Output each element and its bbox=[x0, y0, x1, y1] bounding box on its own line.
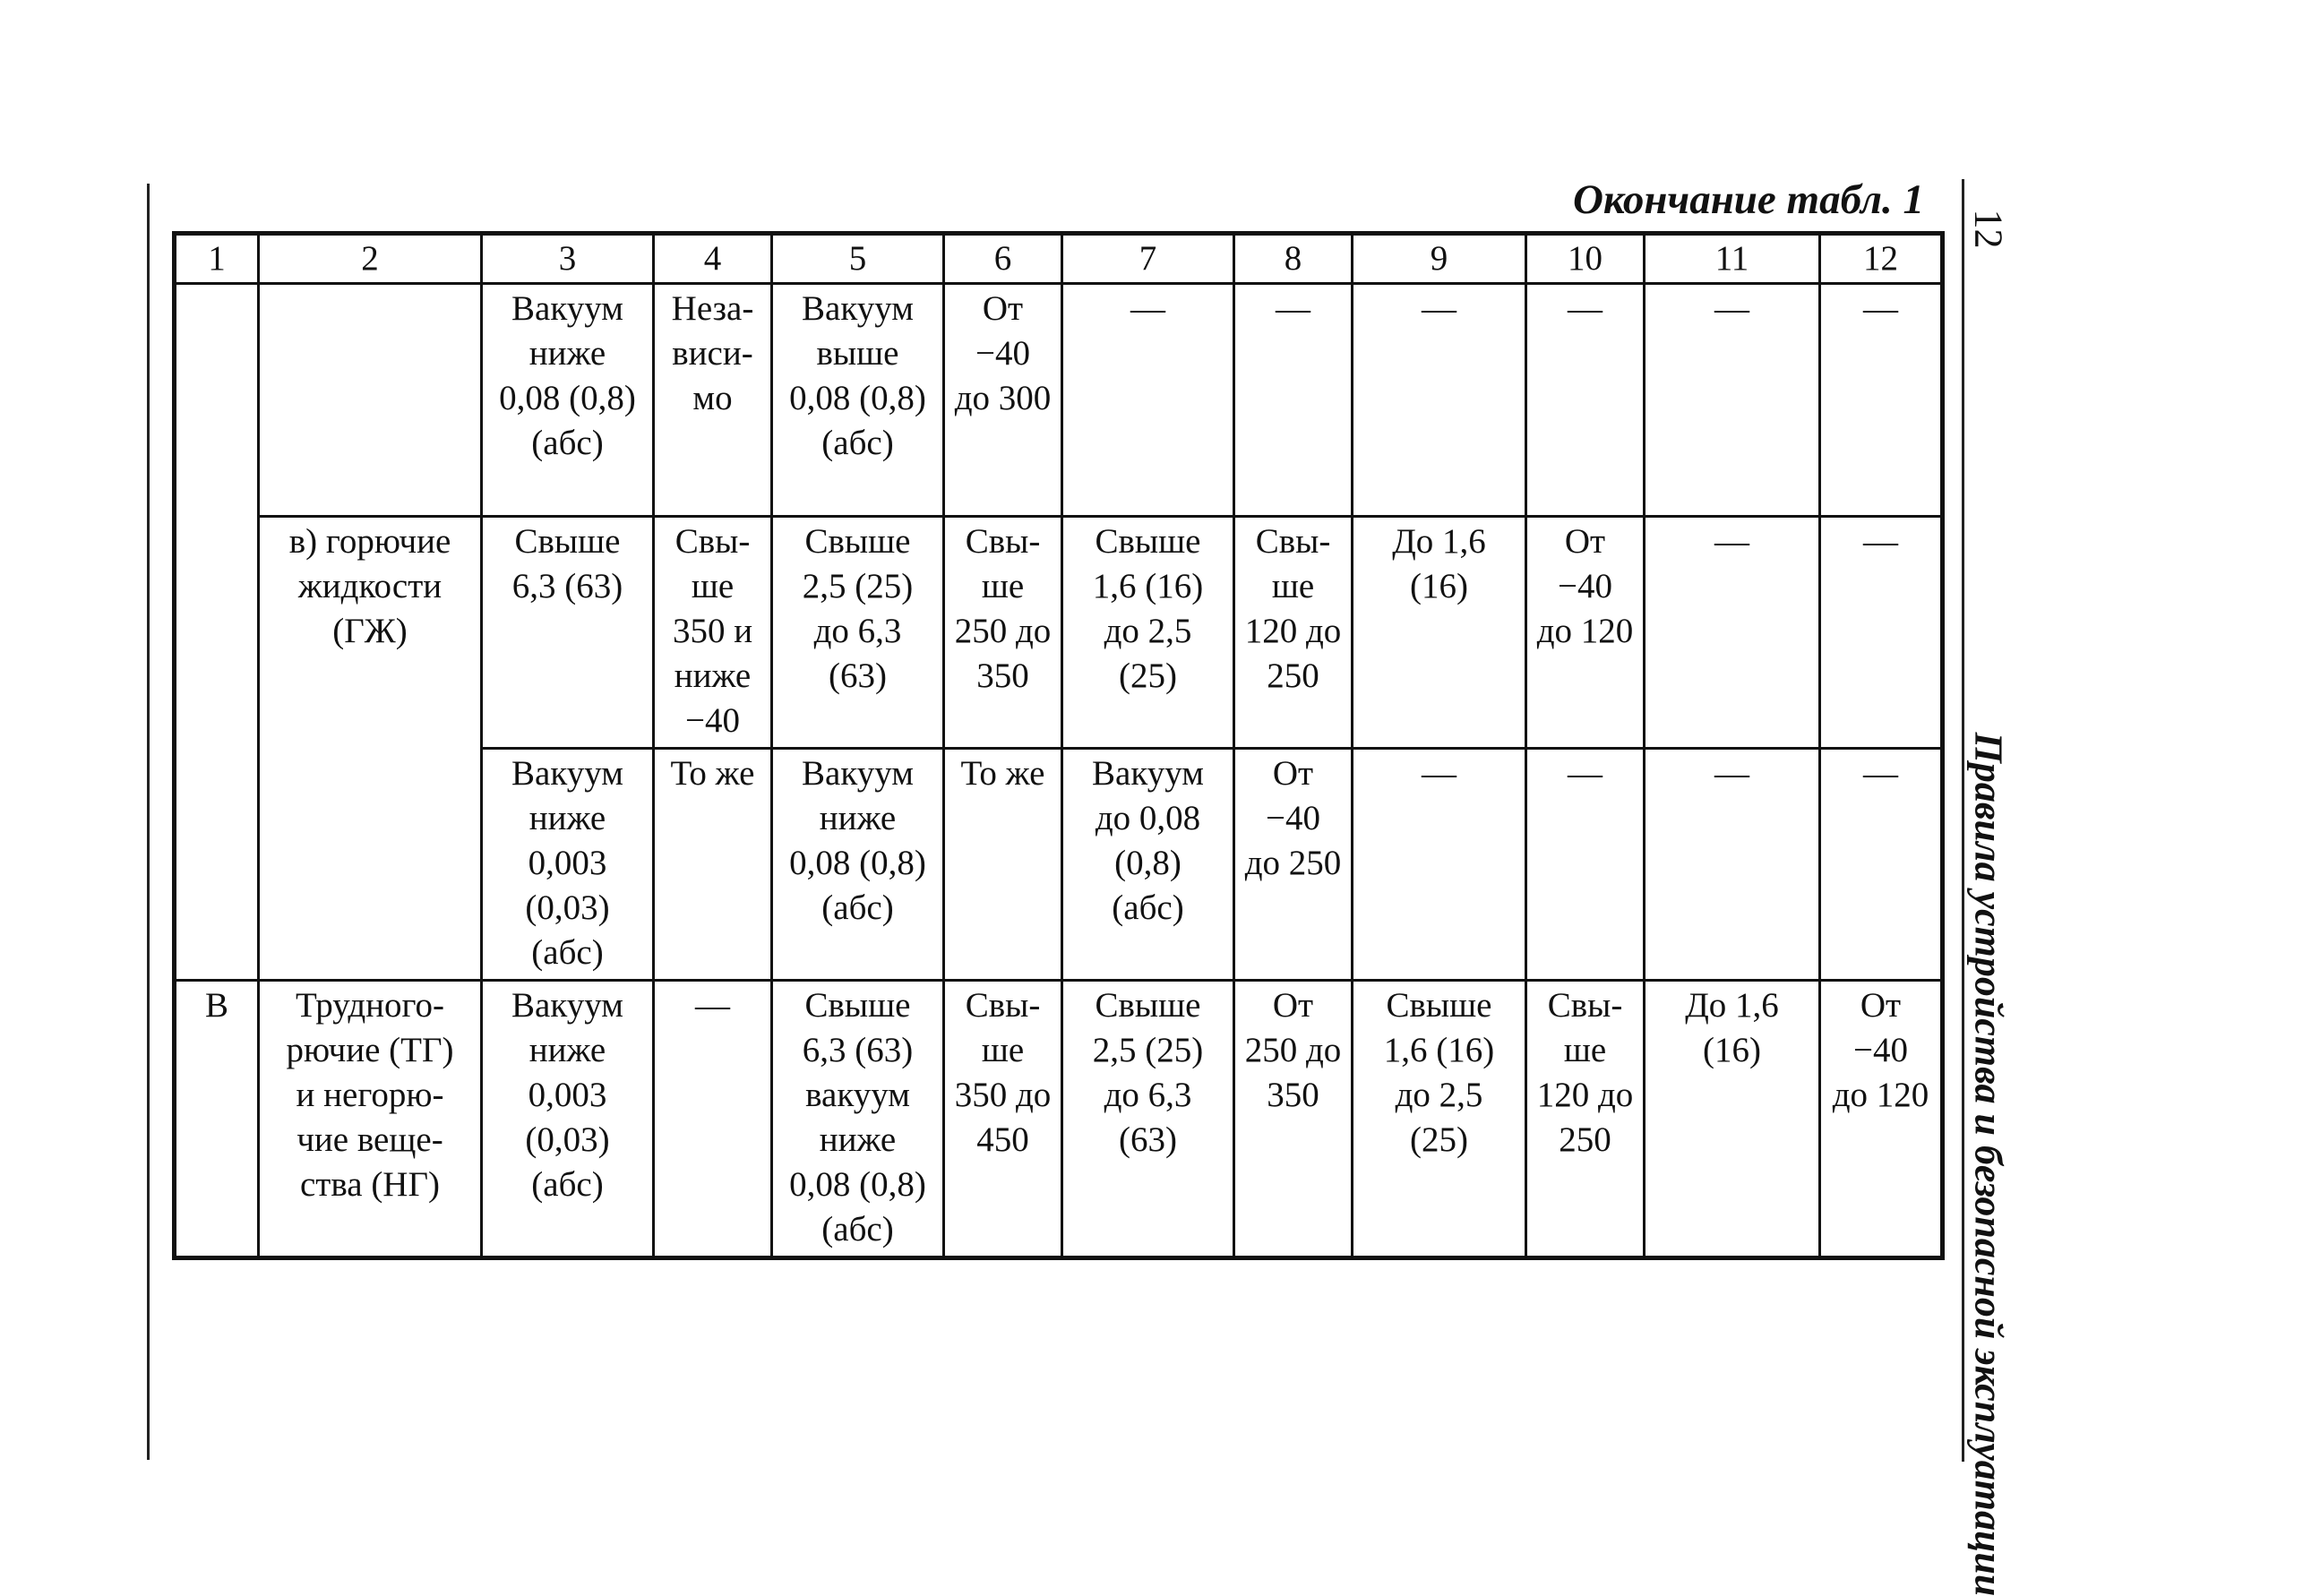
header-cell: 7 bbox=[1062, 234, 1234, 284]
table-cell: — bbox=[1820, 517, 1943, 749]
table-row bbox=[175, 981, 1943, 1258]
table-cell bbox=[175, 284, 259, 981]
table-cell: Свыше 2,5 (25) до 6,3 (63) bbox=[772, 517, 944, 749]
table-cell: Свы- ше 350 и ниже −40 bbox=[654, 517, 772, 749]
header-cell: 1 bbox=[175, 234, 259, 284]
table-cell: От 250 до 350 bbox=[1234, 981, 1353, 1258]
table-cell: — bbox=[1820, 284, 1943, 517]
table-cell: То же bbox=[654, 749, 772, 981]
table-cell: До 1,6 (16) bbox=[1645, 981, 1820, 1258]
header-cell: 3 bbox=[482, 234, 654, 284]
header-cell: 9 bbox=[1353, 234, 1526, 284]
table-cell: То же bbox=[944, 749, 1062, 981]
table-cell: — bbox=[1526, 284, 1645, 517]
table-cell: От −40 до 120 bbox=[1526, 517, 1645, 749]
running-title: Правила устройства и безопасной эксплуатации bbox=[1966, 732, 2011, 1596]
table-cell: — bbox=[1645, 749, 1820, 981]
table-cell: До 1,6 (16) bbox=[1353, 517, 1526, 749]
header-cell: 8 bbox=[1234, 234, 1353, 284]
table-cell: — bbox=[1062, 284, 1234, 517]
page-number: 12 bbox=[1966, 209, 2011, 249]
table-cell: Вакуум ниже 0,08 (0,8) (абс) bbox=[772, 749, 944, 981]
table-cell: Свы- ше 250 до 350 bbox=[944, 517, 1062, 749]
table-header-row bbox=[175, 234, 1943, 284]
table-caption: Окончание табл. 1 bbox=[1572, 176, 1924, 223]
table-cell: — bbox=[1353, 284, 1526, 517]
header-cell: 6 bbox=[944, 234, 1062, 284]
table-cell: Свыше 2,5 (25) до 6,3 (63) bbox=[1062, 981, 1234, 1258]
table-cell: От −40 до 300 bbox=[944, 284, 1062, 517]
table-cell: Неза- виси- мо bbox=[654, 284, 772, 517]
table-cell: — bbox=[1645, 517, 1820, 749]
table-cell: — bbox=[654, 981, 772, 1258]
table-cell: Вакуум ниже 0,003 (0,03) (абс) bbox=[482, 981, 654, 1258]
table-cell: — bbox=[1234, 284, 1353, 517]
header-cell: 5 bbox=[772, 234, 944, 284]
table-cell: — bbox=[1526, 749, 1645, 981]
side-running-header bbox=[1962, 179, 2013, 1596]
table-cell: Вакуум до 0,08 (0,8) (абс) bbox=[1062, 749, 1234, 981]
header-cell: 12 bbox=[1820, 234, 1943, 284]
table-cell: Свыше 6,3 (63) вакуум ниже 0,08 (0,8) (абс) bbox=[772, 981, 944, 1258]
table-cell: — bbox=[1820, 749, 1943, 981]
table-cell: в) горючие жидкости (ГЖ) bbox=[259, 517, 482, 981]
header-cell: 11 bbox=[1645, 234, 1820, 284]
table-cell: Вакуум выше 0,08 (0,8) (абс) bbox=[772, 284, 944, 517]
table-cell: Свыше 6,3 (63) bbox=[482, 517, 654, 749]
table-cell: Трудного- рючие (ТГ) и негорю- чие веще- ства (НГ) bbox=[259, 981, 482, 1258]
left-margin-rule bbox=[147, 184, 150, 1460]
table-cell: Свы- ше 350 до 450 bbox=[944, 981, 1062, 1258]
table-row bbox=[175, 284, 1943, 517]
header-cell: 10 bbox=[1526, 234, 1645, 284]
table-row bbox=[175, 517, 1943, 749]
header-cell: 2 bbox=[259, 234, 482, 284]
table-cell: Вакуум ниже 0,08 (0,8) (абс) bbox=[482, 284, 654, 517]
table-cell: Свыше 1,6 (16) до 2,5 (25) bbox=[1062, 517, 1234, 749]
table-cell: Свы- ше 120 до 250 bbox=[1526, 981, 1645, 1258]
table-cell: — bbox=[1645, 284, 1820, 517]
table-cell: Вакуум ниже 0,003 (0,03) (абс) bbox=[482, 749, 654, 981]
table-cell: Свыше 1,6 (16) до 2,5 (25) bbox=[1353, 981, 1526, 1258]
table-cell: От −40 до 250 bbox=[1234, 749, 1353, 981]
table-cell bbox=[259, 284, 482, 517]
table-cell: От −40 до 120 bbox=[1820, 981, 1943, 1258]
data-table bbox=[172, 231, 1945, 1260]
header-cell: 4 bbox=[654, 234, 772, 284]
table-cell: — bbox=[1353, 749, 1526, 981]
table-cell: В bbox=[175, 981, 259, 1258]
table-cell: Свы- ше 120 до 250 bbox=[1234, 517, 1353, 749]
